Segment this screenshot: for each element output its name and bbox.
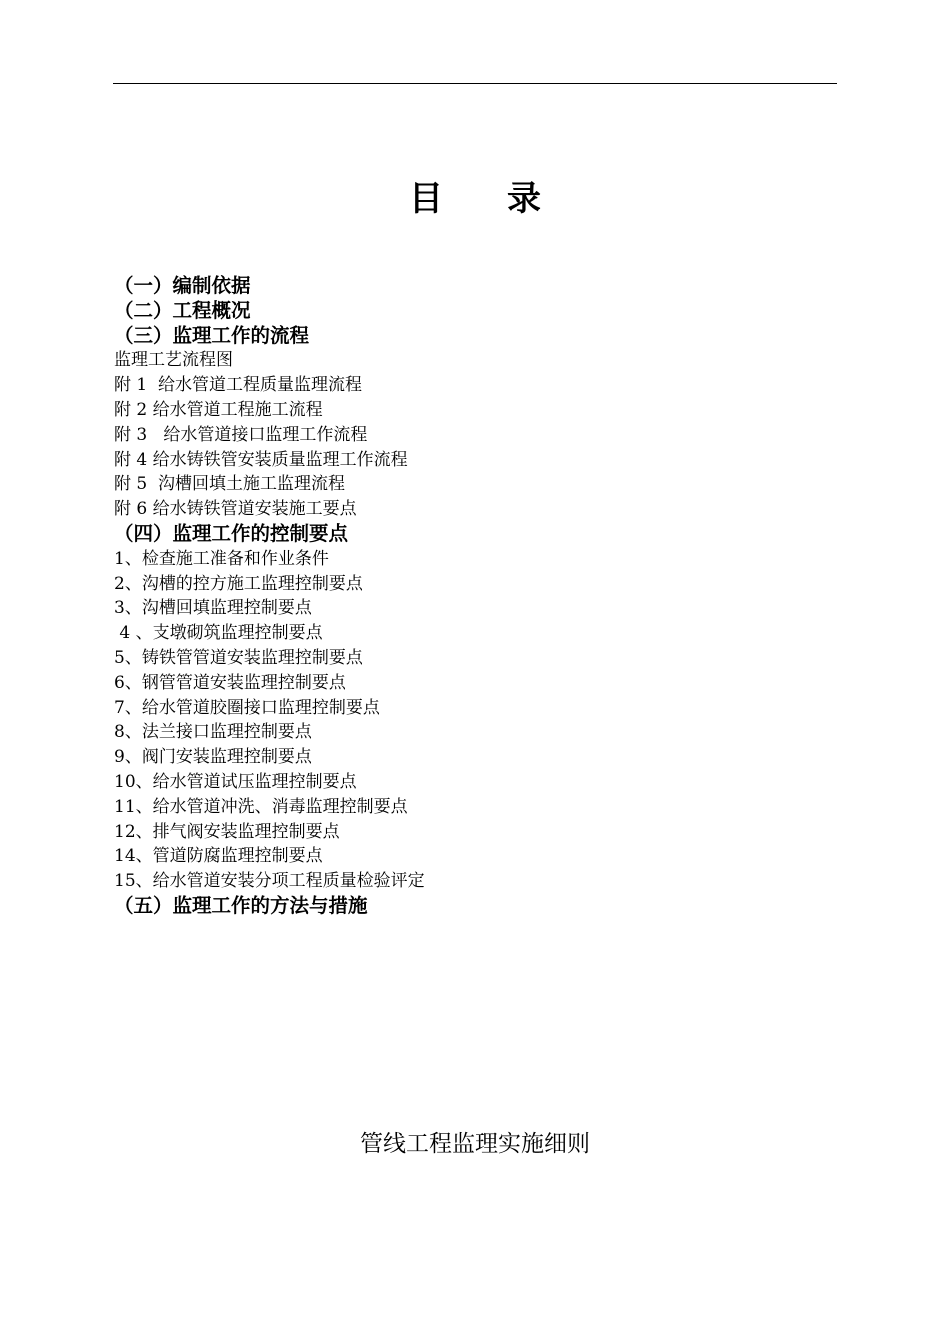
toc-item: 4 、支墩砌筑监理控制要点	[114, 623, 323, 644]
toc-item: 12、排气阀安装监理控制要点	[114, 821, 340, 842]
toc-item: 6、钢管管道安装监理控制要点	[114, 672, 346, 693]
page-title-char-1: 目	[409, 179, 443, 219]
toc-item: 14、管道防腐监理控制要点	[114, 846, 323, 867]
toc-item: 附 3 给水管道接口监理工作流程	[114, 424, 368, 445]
toc-item: 监理工艺流程图	[114, 350, 233, 371]
document-title: 管线工程监理实施细则	[360, 1131, 590, 1157]
toc-item: 附 4 给水铸铁管安装质量监理工作流程	[114, 449, 408, 470]
toc-item: 5、铸铁管管道安装监理控制要点	[114, 647, 363, 668]
toc-item: 7、给水管道胶圈接口监理控制要点	[114, 697, 380, 718]
toc-item: 10、给水管道试压监理控制要点	[114, 771, 357, 792]
toc-heading: （五）监理工作的方法与措施	[114, 893, 368, 917]
toc-heading: （一）编制依据	[114, 274, 251, 297]
toc-item: 3、沟槽回填监理控制要点	[114, 598, 312, 619]
toc-item: 附 2 给水管道工程施工流程	[114, 399, 323, 420]
toc-item: 2、沟槽的控方施工监理控制要点	[114, 573, 363, 594]
toc-item: 9、阀门安装监理控制要点	[114, 747, 312, 768]
toc-heading: （四）监理工作的控制要点	[114, 521, 349, 545]
top-rule	[113, 83, 837, 84]
toc-item: 11、给水管道冲洗、消毒监理控制要点	[114, 796, 408, 817]
page-title-char-2: 录	[507, 179, 541, 219]
toc-item: 8、法兰接口监理控制要点	[114, 722, 312, 743]
toc-heading: （三）监理工作的流程	[114, 323, 310, 347]
toc-item: 附 1 给水管道工程质量监理流程	[114, 375, 363, 396]
toc-item: 15、给水管道安装分项工程质量检验评定	[114, 871, 425, 892]
toc-heading: （二）工程概况	[114, 298, 251, 322]
page-title	[0, 175, 950, 223]
toc-item: 附 5 沟槽回填土施工监理流程	[114, 474, 346, 495]
table-of-contents	[114, 274, 854, 919]
toc-item: 1、检查施工准备和作业条件	[114, 548, 329, 569]
toc-item: 附 6 给水铸铁管道安装施工要点	[114, 499, 357, 520]
